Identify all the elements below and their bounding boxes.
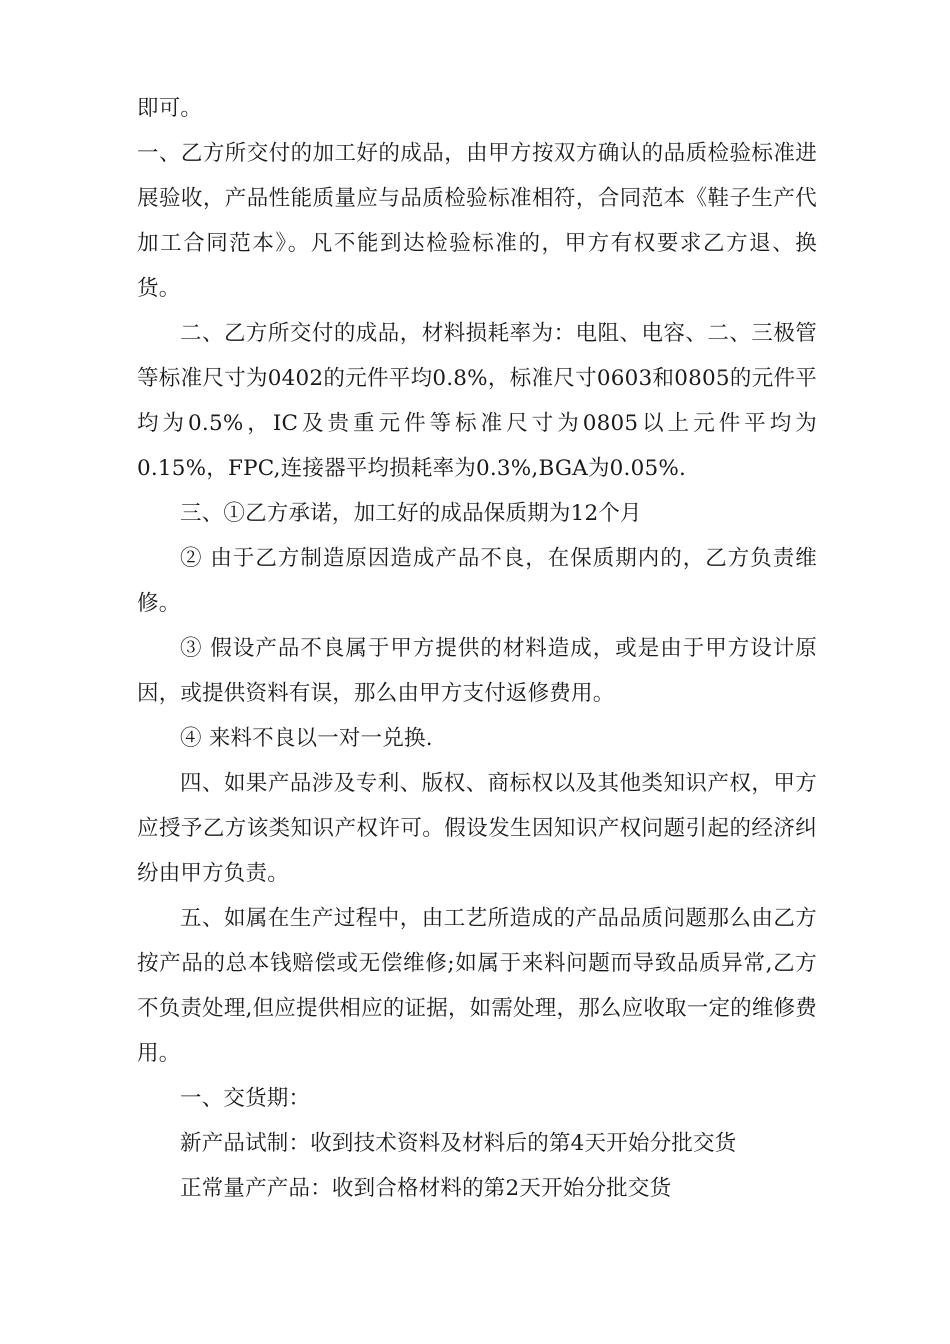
paragraph: 三、①乙方承诺，加工好的成品保质期为12个月 xyxy=(180,501,642,526)
paragraph: 即可。 xyxy=(137,96,203,121)
paragraph: 一、交货期： xyxy=(180,1086,311,1111)
paragraph: 一、乙方所交付的加工好的成品，由甲方按双方确认的品质检验标准进展验收，产品性能质量应与品质检验标准相符，合同范本《鞋子生产代加工合同范本》。凡不能到达检验标准的，甲方有权要求乙方退、换货。 xyxy=(137,141,817,301)
paragraph: 四、如果产品涉及专利、版权、商标权以及其他类知识产权，甲方应授予乙方该类知识产权许可。假设发生因知识产权问题引起的经济纠纷由甲方负责。 xyxy=(137,771,817,886)
paragraph: 五、如属在生产过程中，由工艺所造成的产品品质问题那么由乙方按产品的总本钱赔偿或无偿维修;如属于来料问题而导致品质异常,乙方不负责处理,但应提供相应的证据，如需处理，那么应收取一定的维修费用。 xyxy=(137,906,817,1066)
paragraph: 新产品试制：收到技术资料及材料后的第4天开始分批交货 xyxy=(180,1131,737,1156)
paragraph: ④ 来料不良以一对一兑换. xyxy=(180,726,433,751)
paragraph: ② 由于乙方制造原因造成产品不良，在保质期内的，乙方负责维修。 xyxy=(137,546,817,616)
paragraph: ③ 假设产品不良属于甲方提供的材料造成，或是由于甲方设计原因，或提供资料有误，那么由甲方支付返修费用。 xyxy=(137,636,817,706)
paragraph: 正常量产产品：收到合格材料的第2天开始分批交货 xyxy=(180,1176,672,1201)
paragraph: 二、乙方所交付的成品，材料损耗率为：电阻、电容、二、三极管等标准尺寸为0402的元件平均0.8%，标准尺寸0603和0805的元件平均为0.5%，IC及贵重元件等标准尺寸为0805以上元件平均为0.15%，FPC,连接器平均损耗率为0.3%,BGA为0.05%. xyxy=(137,321,817,481)
document-body xyxy=(137,86,817,1211)
